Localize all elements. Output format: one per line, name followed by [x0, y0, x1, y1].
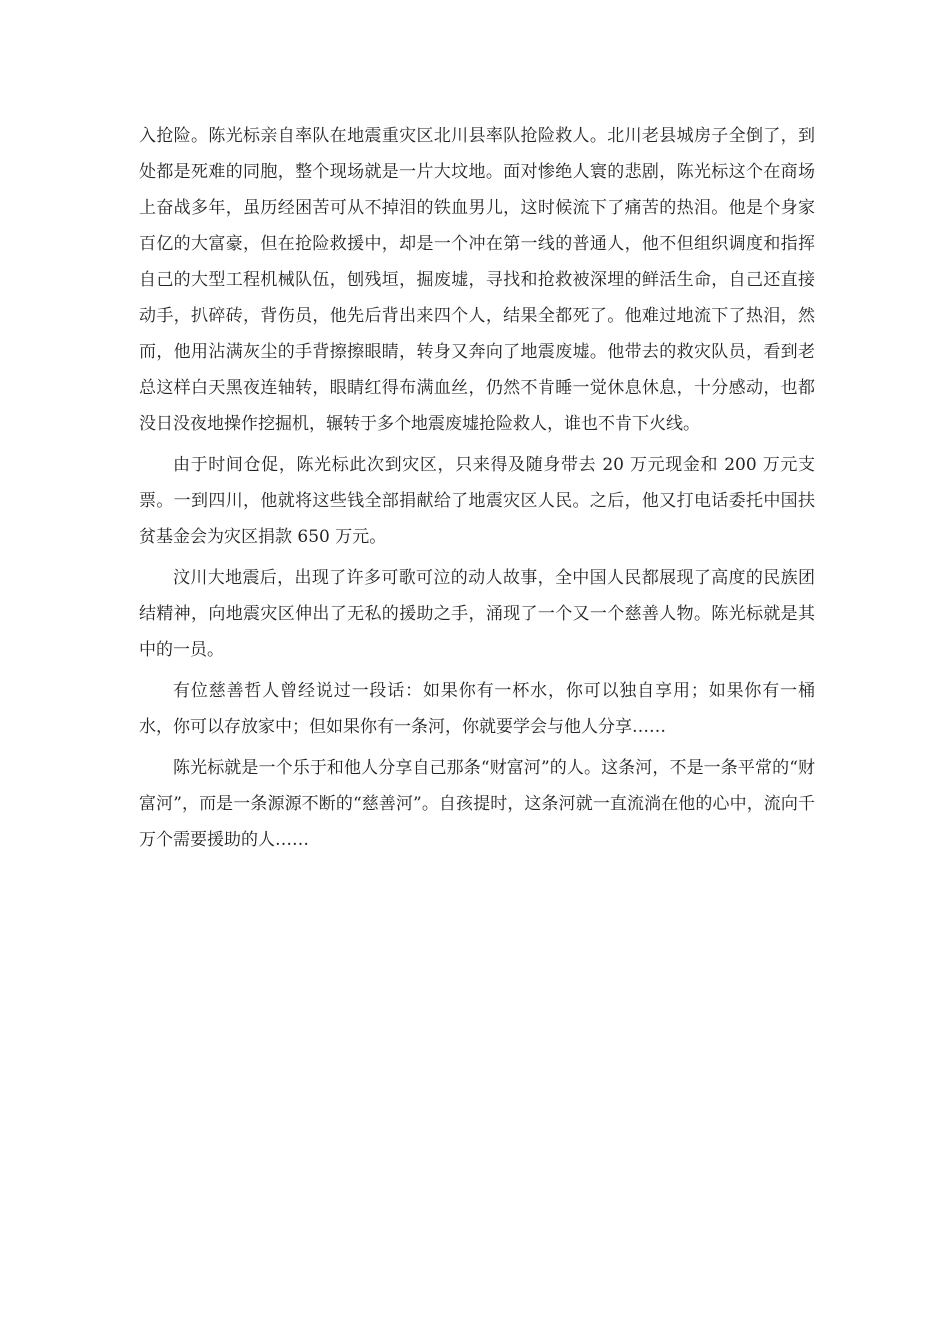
paragraph-4: 有位慈善哲人曾经说过一段话：如果你有一杯水，你可以独自享用；如果你有一桶水，你可以存放家中；但如果你有一条河，你就要学会与他人分享……: [139, 681, 815, 737]
paragraph-5: 陈光标就是一个乐于和他人分享自己那条“财富河”的人。这条河，不是一条平常的“财富河”，而是一条源源不断的“慈善河”。自孩提时，这条河就一直流淌在他的心中，流向千万个需要援助的人……: [139, 758, 815, 850]
paragraph-3: 汶川大地震后，出现了许多可歌可泣的动人故事，全中国人民都展现了高度的民族团结精神，向地震灾区伸出了无私的援助之手，涌现了一个又一个慈善人物。陈光标就是其中的一员。: [139, 568, 815, 660]
paragraph-2: 由于时间仓促，陈光标此次到灾区，只来得及随身带去 20 万元现金和 200 万元支票。一到四川，他就将这些钱全部捐献给了地震灾区人民。之后，他又打电话委托中国扶贫基金会为灾区捐款 650 万元。: [139, 455, 815, 547]
document-body: [139, 118, 815, 863]
paragraph-1: 入抢险。陈光标亲自率队在地震重灾区北川县率队抢险救人。北川老县城房子全倒了，到处都是死难的同胞，整个现场就是一片大坟地。面对惨绝人寰的悲剧，陈光标这个在商场上奋战多年，虽历经困苦可从不掉泪的铁血男儿，这时候流下了痛苦的热泪。他是个身家百亿的大富豪，但在抢险救援中，却是一个冲在第一线的普通人，他不但组织调度和指挥自己的大型工程机械队伍，刨残垣，掘废墟，寻找和抢救被深埋的鲜活生命，自己还直接动手，扒碎砖，背伤员，他先后背出来四个人，结果全都死了。他难过地流下了热泪，然而，他用沾满灰尘的手背擦擦眼睛，转身又奔向了地震废墟。他带去的救灾队员，看到老总这样白天黑夜连轴转，眼睛红得布满血丝，仍然不肯睡一觉休息休息，十分感动，也都没日没夜地操作挖掘机，辗转于多个地震废墟抢险救人，谁也不肯下火线。: [139, 126, 815, 434]
